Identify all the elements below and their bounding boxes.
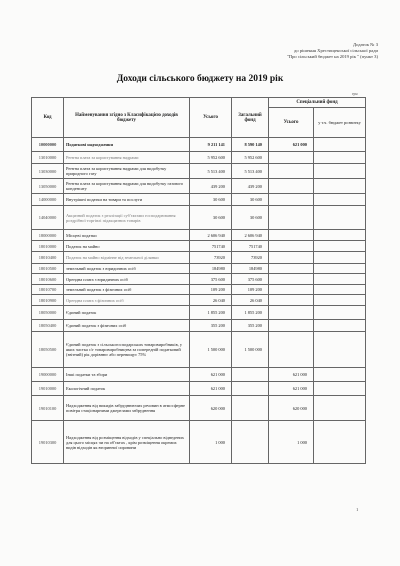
special-total-cell bbox=[269, 230, 314, 241]
table-row bbox=[32, 396, 366, 421]
special-total-cell: 1 000 bbox=[269, 421, 314, 464]
special-total-cell bbox=[269, 194, 314, 206]
total-cell: 184980 bbox=[190, 264, 232, 274]
code-cell: 18050500 bbox=[32, 332, 64, 368]
revenue-table bbox=[31, 97, 366, 464]
special-dev-cell bbox=[314, 206, 366, 230]
col-special-total: Усього bbox=[269, 108, 314, 138]
total-cell: 1 500 000 bbox=[190, 332, 232, 368]
table-row bbox=[32, 285, 366, 295]
code-cell: 18010600 bbox=[32, 274, 64, 285]
code-cell: 19010100 bbox=[32, 396, 64, 421]
page-number: 1 bbox=[356, 507, 359, 512]
special-total-cell bbox=[269, 285, 314, 295]
special-dev-cell bbox=[314, 382, 366, 396]
special-dev-cell bbox=[314, 179, 366, 194]
code-cell: 18010500 bbox=[32, 264, 64, 274]
currency-unit: грн bbox=[352, 92, 358, 96]
total-cell: 30 600 bbox=[190, 206, 232, 230]
special-total-cell bbox=[269, 252, 314, 264]
name-cell: Надходження від викидів забруднюючих речовин в атмосферне повітря стаціонарними джерелами забруднення bbox=[64, 396, 190, 421]
total-cell: 375 600 bbox=[190, 274, 232, 285]
name-cell: Рентна плата за користування надрами bbox=[64, 152, 190, 164]
total-cell: 2 606 940 bbox=[190, 230, 232, 241]
special-total-cell bbox=[269, 206, 314, 230]
code-cell: 10000000 bbox=[32, 138, 64, 152]
table-row bbox=[32, 295, 366, 306]
code-cell: 14040000 bbox=[32, 206, 64, 230]
general-fund-cell: 439 200 bbox=[232, 179, 269, 194]
special-total-cell bbox=[269, 306, 314, 320]
special-total-cell: 620 000 bbox=[269, 396, 314, 421]
special-dev-cell bbox=[314, 306, 366, 320]
special-dev-cell bbox=[314, 230, 366, 241]
special-dev-cell bbox=[314, 264, 366, 274]
document-title: Доходи сільського бюджету на 2019 рік bbox=[116, 74, 284, 84]
table-row bbox=[32, 164, 366, 179]
table-row bbox=[32, 252, 366, 264]
general-fund-cell: 375 600 bbox=[232, 274, 269, 285]
total-cell: 1 000 bbox=[190, 421, 232, 464]
name-cell: Інші податки та збори bbox=[64, 368, 190, 382]
col-special-dev: у т.ч. бюджет розвитку bbox=[314, 108, 366, 138]
name-cell: Внутрішні податки на товари та послуги bbox=[64, 194, 190, 206]
col-total: Усього bbox=[190, 98, 232, 138]
table-row bbox=[32, 421, 366, 464]
special-dev-cell bbox=[314, 194, 366, 206]
name-cell: Місцеві податки bbox=[64, 230, 190, 241]
annex-line-2: до рішення Хрестищенської сільської ради bbox=[294, 48, 378, 53]
special-dev-cell bbox=[314, 396, 366, 421]
total-cell: 26 040 bbox=[190, 295, 232, 306]
code-cell: 19010300 bbox=[32, 421, 64, 464]
table-row bbox=[32, 206, 366, 230]
total-cell: 621 000 bbox=[190, 382, 232, 396]
code-cell: 18010700 bbox=[32, 285, 64, 295]
special-dev-cell bbox=[314, 164, 366, 179]
col-general-fund: Загальний фонд bbox=[232, 98, 269, 138]
code-cell: 19000000 bbox=[32, 368, 64, 382]
special-dev-cell bbox=[314, 241, 366, 252]
general-fund-cell: 5 513 400 bbox=[232, 164, 269, 179]
special-dev-cell bbox=[314, 138, 366, 152]
general-fund-cell: 30 600 bbox=[232, 194, 269, 206]
general-fund-cell bbox=[232, 368, 269, 382]
special-dev-cell bbox=[314, 295, 366, 306]
code-cell: 13030000 bbox=[32, 164, 64, 179]
name-cell: Податок на майно bbox=[64, 241, 190, 252]
table-row bbox=[32, 194, 366, 206]
code-cell: 18010000 bbox=[32, 241, 64, 252]
total-cell: 5 952 600 bbox=[190, 152, 232, 164]
name-cell: Податкові надходження bbox=[64, 138, 190, 152]
special-dev-cell bbox=[314, 332, 366, 368]
general-fund-cell: 1 855 200 bbox=[232, 306, 269, 320]
special-dev-cell bbox=[314, 152, 366, 164]
total-cell: 620 000 bbox=[190, 396, 232, 421]
code-cell: 18010400 bbox=[32, 252, 64, 264]
general-fund-cell: 26 040 bbox=[232, 295, 269, 306]
name-cell: Єдиний податок з фізичних осіб bbox=[64, 320, 190, 332]
special-total-cell bbox=[269, 332, 314, 368]
general-fund-cell bbox=[232, 396, 269, 421]
total-cell: 439 200 bbox=[190, 179, 232, 194]
general-fund-cell: 2 606 940 bbox=[232, 230, 269, 241]
code-cell: 18050000 bbox=[32, 306, 64, 320]
name-cell: Єдиний податок bbox=[64, 306, 190, 320]
general-fund-cell: 751740 bbox=[232, 241, 269, 252]
special-dev-cell bbox=[314, 320, 366, 332]
table-row bbox=[32, 264, 366, 274]
general-fund-cell: 30 600 bbox=[232, 206, 269, 230]
general-fund-cell: 5 952 600 bbox=[232, 152, 269, 164]
special-total-cell: 621 000 bbox=[269, 138, 314, 152]
name-cell: Орендна плата з юридичних осіб bbox=[64, 274, 190, 285]
table-row bbox=[32, 306, 366, 320]
code-cell: 14000000 bbox=[32, 194, 64, 206]
total-cell: 9 211 141 bbox=[190, 138, 232, 152]
total-cell: 5 513 400 bbox=[190, 164, 232, 179]
total-cell: 355 200 bbox=[190, 320, 232, 332]
general-fund-cell bbox=[232, 382, 269, 396]
code-cell: 13050000 bbox=[32, 179, 64, 194]
table-row bbox=[32, 382, 366, 396]
special-dev-cell bbox=[314, 421, 366, 464]
code-cell: 18010900 bbox=[32, 295, 64, 306]
name-cell: Акцизний податок з реалізації суб'єктами господарювання роздрібної торгівлі підакцизних товарів bbox=[64, 206, 190, 230]
name-cell: Рентна плата за користування надрами для видобутку газового конденсату bbox=[64, 179, 190, 194]
total-cell: 30 600 bbox=[190, 194, 232, 206]
name-cell: Екологічний податок bbox=[64, 382, 190, 396]
code-cell: 18050400 bbox=[32, 320, 64, 332]
general-fund-cell: 355 200 bbox=[232, 320, 269, 332]
name-cell: Надходження від розміщення відходів у спеціально відведених для цього місцях чи на об'єктах , крім розміщення окремих видів відходів як вторинної сировини bbox=[64, 421, 190, 464]
annex-note bbox=[200, 42, 378, 60]
code-cell: 18000000 bbox=[32, 230, 64, 241]
table-row bbox=[32, 230, 366, 241]
table-row bbox=[32, 241, 366, 252]
code-cell: 13010000 bbox=[32, 152, 64, 164]
name-cell: Рентна плата за користування надрами для видобутку природного газу bbox=[64, 164, 190, 179]
table-row bbox=[32, 274, 366, 285]
special-total-cell bbox=[269, 264, 314, 274]
table-row bbox=[32, 368, 366, 382]
col-special-fund: Спеціальний фонд bbox=[269, 98, 366, 108]
special-dev-cell bbox=[314, 252, 366, 264]
general-fund-cell: 184980 bbox=[232, 264, 269, 274]
special-total-cell bbox=[269, 295, 314, 306]
general-fund-cell: 73920 bbox=[232, 252, 269, 264]
total-cell: 73920 bbox=[190, 252, 232, 264]
name-cell: Податок на майно відмінне від земельної ділянки bbox=[64, 252, 190, 264]
table-header bbox=[32, 98, 366, 138]
general-fund-cell bbox=[232, 421, 269, 464]
special-total-cell: 621 000 bbox=[269, 368, 314, 382]
annex-line-3: "Про сільський бюджет на 2019 рік " (пункт 3) bbox=[286, 54, 378, 59]
special-total-cell bbox=[269, 152, 314, 164]
special-total-cell bbox=[269, 320, 314, 332]
general-fund-cell: 1 500 000 bbox=[232, 332, 269, 368]
table-body bbox=[32, 138, 366, 464]
special-dev-cell bbox=[314, 285, 366, 295]
table-row bbox=[32, 138, 366, 152]
total-cell: 621 000 bbox=[190, 368, 232, 382]
table-row bbox=[32, 179, 366, 194]
name-cell: земельний податок з юридичних осіб bbox=[64, 264, 190, 274]
col-name: Найменування згідно з Класифікацією доходів бюджету bbox=[64, 98, 190, 138]
table-row bbox=[32, 332, 366, 368]
name-cell: земельний податок з фізичних осіб bbox=[64, 285, 190, 295]
total-cell: 1 855 200 bbox=[190, 306, 232, 320]
name-cell: Єдиний податок з сільськогосподарських товаровиробників, у яких частка с/г товаровиробництва за попередній податковий (звітний) рік дорівнює або перевищує 75% bbox=[64, 332, 190, 368]
general-fund-cell: 8 590 140 bbox=[232, 138, 269, 152]
total-cell: 109 200 bbox=[190, 285, 232, 295]
special-total-cell bbox=[269, 241, 314, 252]
special-total-cell bbox=[269, 274, 314, 285]
special-total-cell bbox=[269, 164, 314, 179]
special-dev-cell bbox=[314, 368, 366, 382]
special-total-cell bbox=[269, 179, 314, 194]
special-total-cell: 621 000 bbox=[269, 382, 314, 396]
name-cell: Орендна плата з фізичних осіб bbox=[64, 295, 190, 306]
total-cell: 751740 bbox=[190, 241, 232, 252]
code-cell: 19010000 bbox=[32, 382, 64, 396]
special-dev-cell bbox=[314, 274, 366, 285]
general-fund-cell: 109 200 bbox=[232, 285, 269, 295]
table-row bbox=[32, 320, 366, 332]
col-code: Код bbox=[32, 98, 64, 138]
table-row bbox=[32, 152, 366, 164]
annex-line-1: Додаток № 3 bbox=[352, 42, 378, 47]
